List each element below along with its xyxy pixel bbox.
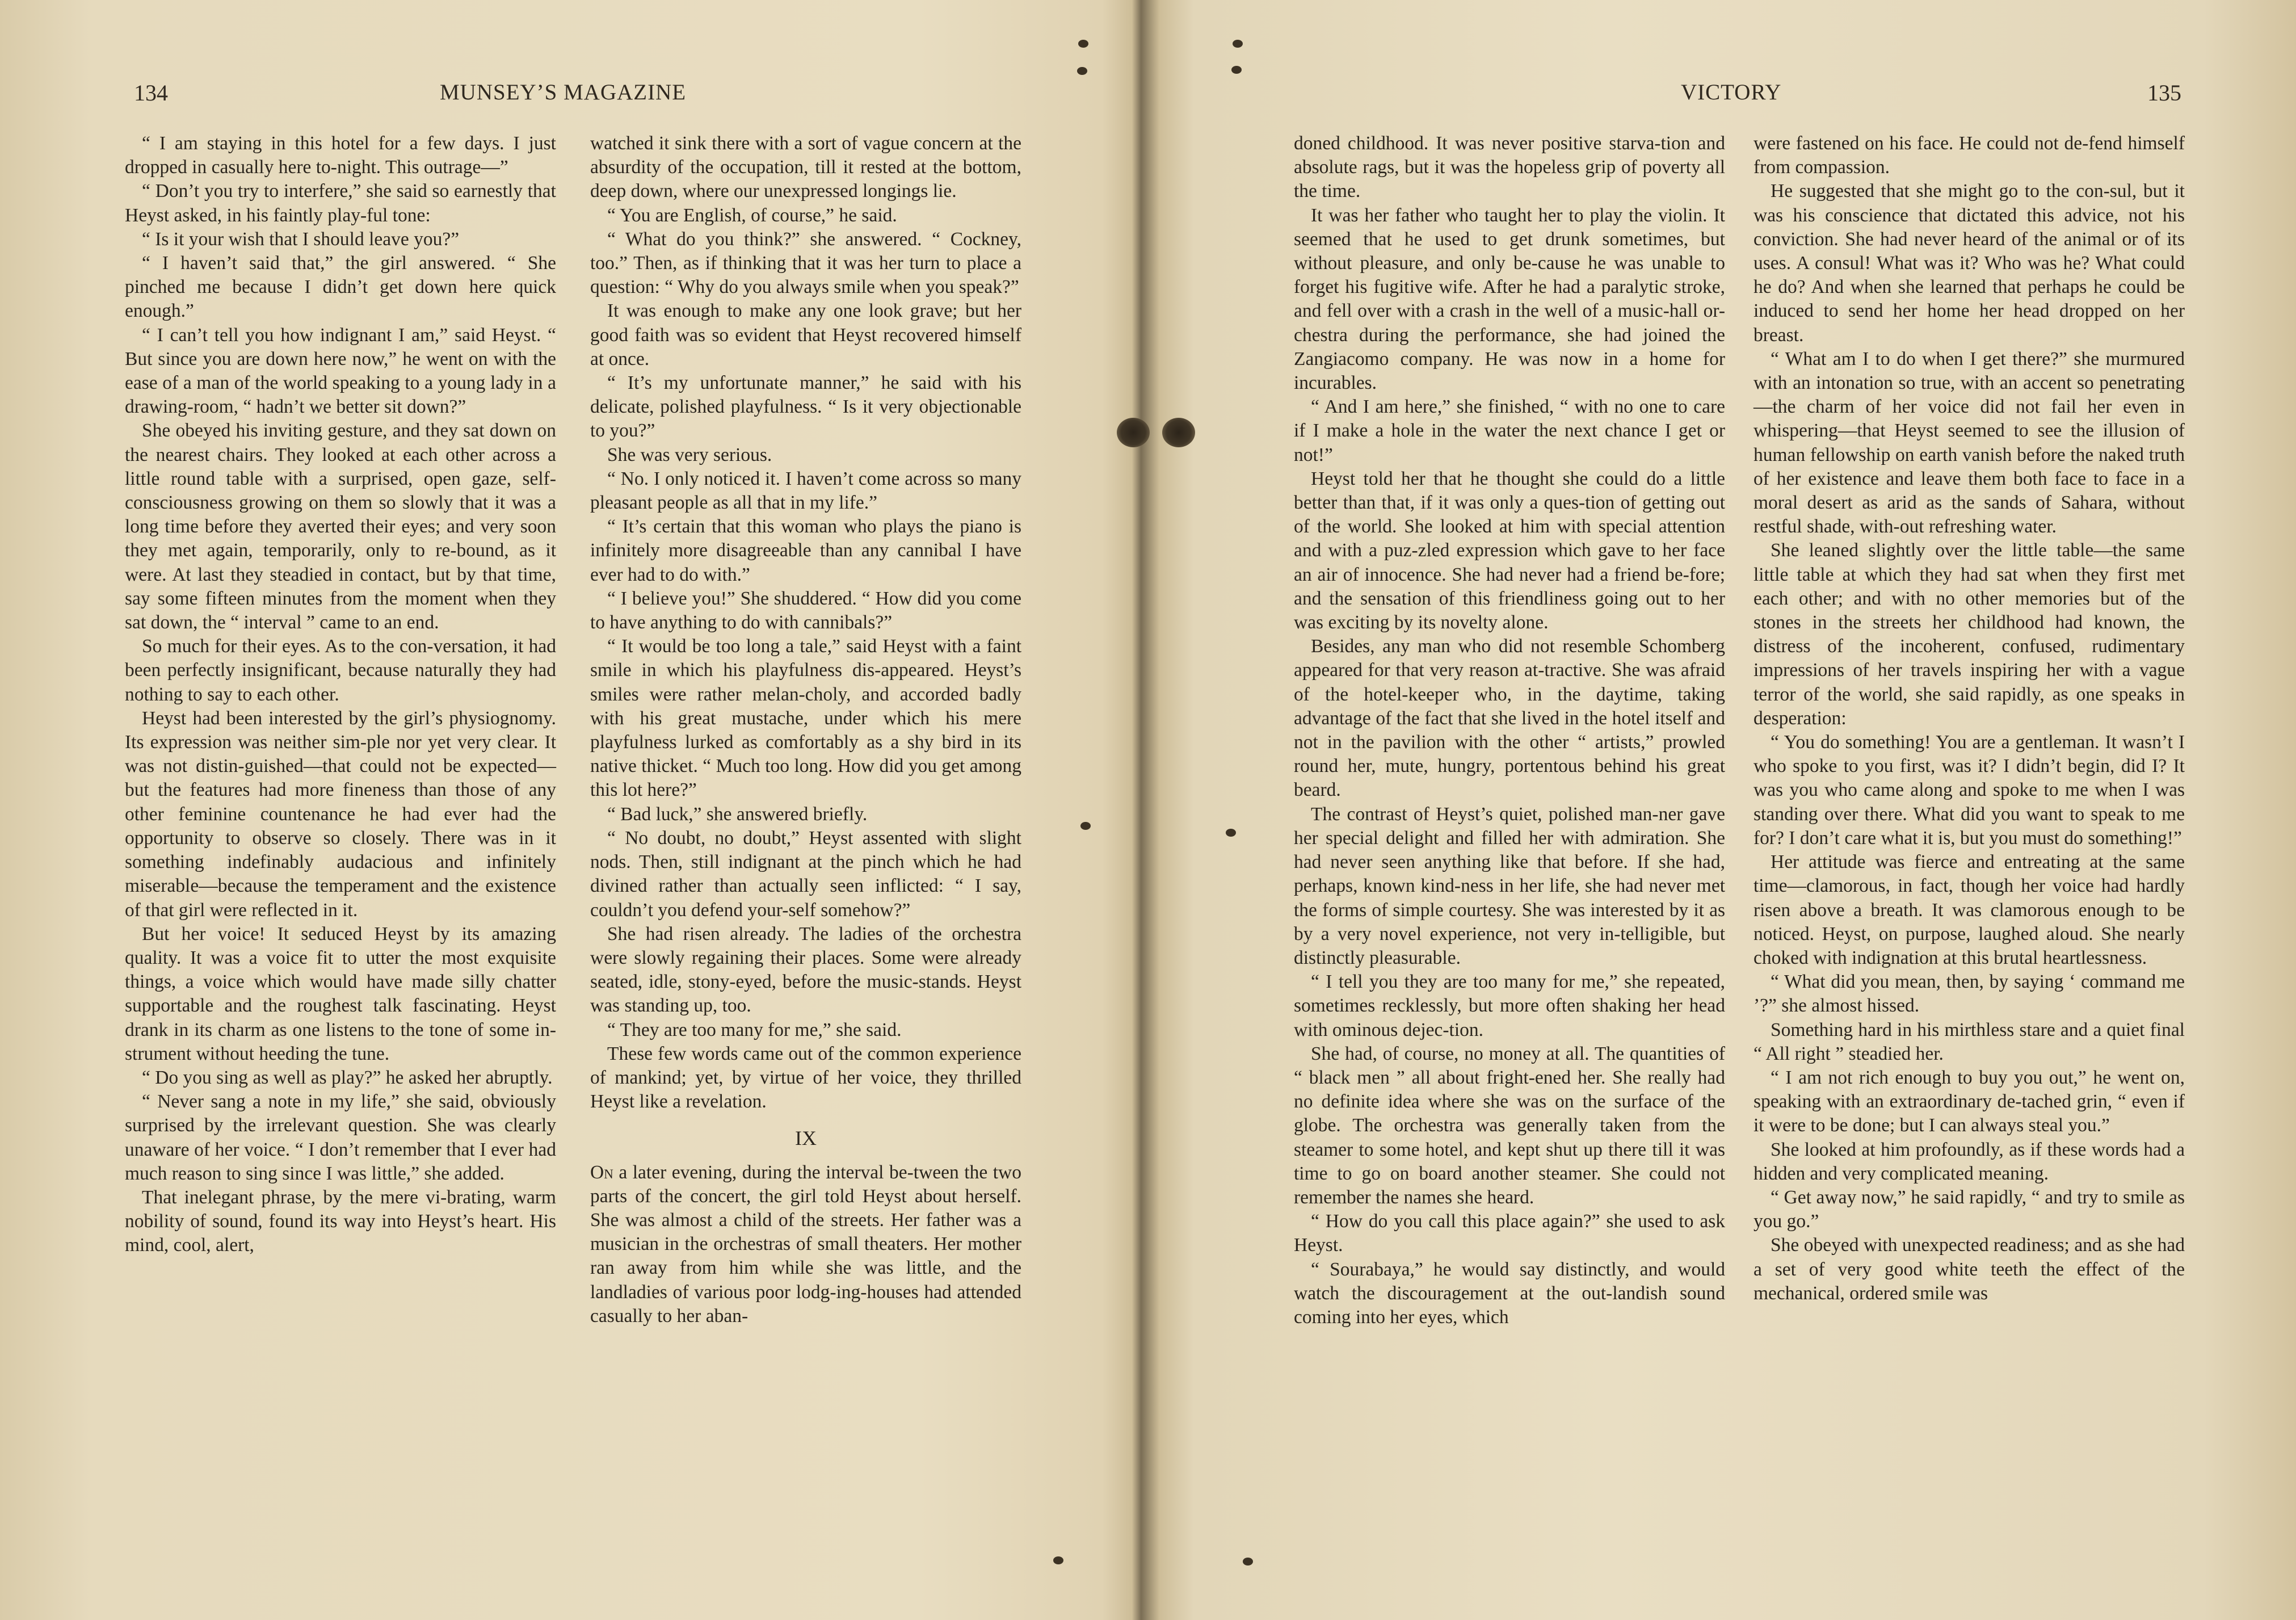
binding-stitch xyxy=(1053,1556,1063,1564)
paragraph: It was enough to make any one look grave; but her good faith was so evident that Heyst recovered himself at once. xyxy=(590,300,1021,370)
paragraph: That inelegant phrase, by the mere vi-brating, warm nobility of sound, found its way into Heyst’s heart. His mind, cool, alert, xyxy=(125,1186,556,1256)
paragraph xyxy=(590,1161,1021,1328)
paragraph: These few words came out of the common experience of mankind; yet, by virtue of her voice, they thrilled Heyst like a revelation. xyxy=(590,1043,1021,1113)
paragraph: “ They are too many for me,” she said. xyxy=(607,1019,902,1040)
paragraph: “ I can’t tell you how indignant I am,” said Heyst. “ But since you are down here now,” he went on with the ease of a man of the world speaking to a young lady in a drawing-room, “ hadn’t we better sit down?” xyxy=(125,324,556,418)
binding-stitch xyxy=(1078,40,1088,48)
paragraph: She obeyed with unexpected readiness; and as she had a set of very good white teeth the effect of the mechanical, ordered smile was xyxy=(1753,1235,2185,1304)
paragraph: The contrast of Heyst’s quiet, polished man-ner gave her special delight and filled her with admiration. She had never seen anything like that before. If she had, perhaps, known kind-ness in her life, she had never met the forms of simple courtesy. She was interested by it as by a very novel experience, not very in-telligible, but distinctly pleasurable. xyxy=(1294,803,1725,968)
paragraph: “ How do you call this place again?” she used to ask Heyst. xyxy=(1294,1211,1725,1256)
binding-hole-right xyxy=(1162,418,1195,447)
paragraph: “ Never sang a note in my life,” she said, obviously surprised by the irrelevant question. She was clearly unaware of her voice. “ I don’t remember that I ever had much reason to sing since I was little,” she added. xyxy=(125,1091,556,1184)
paragraph: watched it sink there with a sort of vague concern at the absurdity of the occupation, till it rested at the bottom, deep down, where our unexpressed longings lie. xyxy=(590,133,1021,202)
paragraph: “ Is it your wish that I should leave you?” xyxy=(142,228,460,250)
paragraph: “ Bad luck,” she answered briefly. xyxy=(607,803,868,825)
right-page-column-2 xyxy=(1753,132,2185,1306)
right-page xyxy=(1158,0,2296,1620)
paragraph: “ And I am here,” she finished, “ with no one to care if I make a hole in the water the next chance I get or not!” xyxy=(1294,396,1725,465)
binding-stitch xyxy=(1231,66,1242,74)
paragraph: “ Do you sing as well as play?” he asked her abruptly. xyxy=(142,1067,553,1088)
paragraph: “ You do something! You are a gentleman. It wasn’t I who spoke to you first, was it? I didn’t begin, did I? It was you who came along and spoke to me when I was standing over there. What did you want to speak to me for? I don’t care what it is, but you must do something!” xyxy=(1753,732,2185,849)
paragraph: “ It would be too long a tale,” said Heyst with a faint smile in which his playfulness dis-appeared. Heyst’s smiles were rather melan-choly, and accorded badly with his great mustache, under which his mere playfulness lurked as comfortably as a shy bird in its native thicket. “ Much too long. How did you get among this lot here?” xyxy=(590,636,1021,801)
paragraph: She was very serious. xyxy=(607,444,772,465)
paragraph: “ I believe you!” She shuddered. “ How did you come to have anything to do with cannibals?” xyxy=(590,587,1021,633)
paragraph: He suggested that she might go to the con-sul, but it was his conscience that dictated this advice, not his conviction. She had never heard of the animal or of its uses. A consul! What was it? Who was he? What could he do? And when she learned that perhaps he could be induced to send her home her head dropped on her breast. xyxy=(1753,181,2185,346)
right-page-number: 135 xyxy=(2147,80,2181,106)
paragraph: It was her father who taught her to play the violin. It seemed that he used to get drunk sometimes, but without pleasure, and only be-cause he was unable to forget his fugitive wife. After he had a paralytic stroke, and fell over with a crash in the well of a music-hall or-chestra during the performance, she had joined the Zangiacomo company. He was now in a home for incurables. xyxy=(1294,204,1725,394)
binding-stitch xyxy=(1077,67,1087,75)
right-running-head: VICTORY xyxy=(1681,80,1782,104)
paragraph: “ You are English, of course,” he said. xyxy=(607,204,897,226)
binding-stitch xyxy=(1226,829,1236,837)
paragraph: But her voice! It seduced Heyst by its amazing quality. It was a voice fit to utter the most exquisite things, a voice which would have made silly chatter supportable and the roughest talk fascinating. Heyst drank in its charm as one listens to the tone of some in-strument without heeding the tune. xyxy=(125,923,556,1064)
paragraph: “ I haven’t said that,” the girl answered. “ She pinched me because I didn’t get down here quick enough.” xyxy=(125,253,556,322)
paragraph-text: a later evening, during the interval be-tween the two parts of the concert, the girl told Heyst about herself. She was almost a child of the streets. Her father was a musician in the orchestras of small theaters. Her mother ran away from him while she was little, and the landladies of various poor lodg-ing-houses had attended casually to her aban- xyxy=(590,1161,1021,1327)
section-heading: IX xyxy=(795,1127,817,1150)
paragraph: She leaned slightly over the little table—the same little table at which they had sat when they first met each other; and with no other memories but of the stones in the streets her childhood had known, the distress of the incoherent, confused, rudimentary impressions of her travels inspiring her with a vague terror of the world, she said rapidly, as one speaks in desperation: xyxy=(1753,540,2185,729)
right-page-column-1 xyxy=(1294,132,1725,1329)
paragraph: “ Don’t you try to interfere,” she said so earnestly that Heyst asked, in his faintly play-ful tone: xyxy=(125,181,556,226)
binding-stitch xyxy=(1233,40,1243,48)
paragraph: “ What am I to do when I get there?” she murmured with an intonation so true, with an accent so penetrating—the charm of her voice did not fail her even in whispering—that Heyst seemed to see the illusion of human fellowship on earth vanish before the naked truth of her existence and leave them both face to face in a moral desert as arid as the sands of Sahara, without restful shade, with-out refreshing water. xyxy=(1753,348,2185,538)
paragraph: Heyst had been interested by the girl’s physiognomy. Its expression was neither sim-ple nor yet very clear. It was not distin-guished—that could not be expected—but the features had more fineness than those of any other feminine countenance he had ever had the opportunity to observe so closely. There was in it something indefinably audacious and infinitely miserable—because the temperament and the existence of that girl were reflected in it. xyxy=(125,707,556,921)
paragraph: “ I am staying in this hotel for a few days. I just dropped in casually here to-night. This outrage—” xyxy=(125,133,556,178)
paragraph: “ No. I only noticed it. I haven’t come across so many pleasant people as all that in my life.” xyxy=(590,468,1021,514)
paragraph: Besides, any man who did not resemble Schomberg appeared for that very reason at-tractive. She was afraid of the hotel-keeper who, in the daytime, taking advantage of the fact that she lived in the hotel itself and not in the pavilion with the other “ artists,” prowled round her, mute, hungry, portentous behind his great beard. xyxy=(1294,636,1725,801)
paragraph: were fastened on his face. He could not de-fend himself from compassion. xyxy=(1753,133,2185,178)
paragraph: She obeyed his inviting gesture, and they sat down on the nearest chairs. They looked at each other across a little round table with a surprised, open gaze, self-consciousness growing on them so slowly that it was a long time before they averted their eyes; and very soon they met again, temporarily, only to re-bound, as it were. At last they steadied in contact, but by that time, say some fifteen minutes from the moment when they sat down, the “ interval ” came to an end. xyxy=(125,420,556,633)
paragraph: doned childhood. It was never positive starva-tion and absolute rags, but it was the hopeless grip of poverty all the time. xyxy=(1294,133,1725,202)
paragraph: “ What do you think?” she answered. “ Cockney, too.” Then, as if thinking that it was her turn to place a question: “ Why do you always smile when you speak?” xyxy=(590,228,1021,298)
paragraph: “ It’s certain that this woman who plays the piano is infinitely more disagreeable than any cannibal I have ever had to do with.” xyxy=(590,516,1021,585)
paragraph: Heyst told her that he thought she could do a little better than that, if it was only a ques-tion of getting out of the world. She looked at him with special attention and with a puz-zled expression which gave to her face an air of innocence. She had never had a friend be-fore; and the sensation of this friendliness going out to her was exciting by its novelty alone. xyxy=(1294,468,1725,633)
paragraph: She had, of course, no money at all. The quantities of “ black men ” all about fright-ened her. She really had no definite idea where she was on the surface of the globe. The orchestra was generally taken from the steamer to some hotel, and kept shut up there till it was time to go on board another steamer. She could not remember the names she heard. xyxy=(1294,1043,1725,1208)
binding-stitch xyxy=(1243,1558,1253,1566)
paragraph: “ It’s my unfortunate manner,” he said with his delicate, polished playfulness. “ Is it very objectionable to you?” xyxy=(590,372,1021,442)
left-page-column-1 xyxy=(125,132,556,1258)
left-running-head: MUNSEY’S MAGAZINE xyxy=(440,80,687,104)
paragraph: “ What did you mean, then, by saying ‘ command me ’?” she almost hissed. xyxy=(1753,971,2185,1017)
left-page-column-2 xyxy=(590,132,1021,1328)
binding-hole-left xyxy=(1117,418,1150,447)
paragraph: So much for their eyes. As to the con-versation, it had been perfectly insignificant, because naturally they had nothing to say to each other. xyxy=(125,636,556,705)
paragraph: “ Sourabaya,” he would say distinctly, and would watch the discouragement at the out-landish sound coming into her eyes, which xyxy=(1294,1258,1725,1328)
paragraph: She looked at him profoundly, as if these words had a hidden and very complicated meaning. xyxy=(1753,1139,2185,1184)
binding-stitch xyxy=(1080,822,1091,830)
drop-lead-word: On xyxy=(590,1161,613,1183)
paragraph: “ I am not rich enough to buy you out,” he went on, speaking with an extraordinary de-tached grin, “ even if it were to be done; but I can always steal you.” xyxy=(1753,1067,2185,1136)
paragraph: She had risen already. The ladies of the orchestra were slowly regaining their places. Some were already seated, idle, stony-eyed, before the music-stands. Heyst was standing up, too. xyxy=(590,923,1021,1017)
paragraph: Something hard in his mirthless stare and a quiet final “ All right ” steadied her. xyxy=(1753,1019,2185,1064)
paragraph: “ I tell you they are too many for me,” she repeated, sometimes recklessly, but more often shaking her head with ominous dejec-tion. xyxy=(1294,971,1725,1040)
left-page-number: 134 xyxy=(134,80,168,106)
paragraph: “ Get away now,” he said rapidly, “ and try to smile as you go.” xyxy=(1753,1186,2185,1232)
paragraph: Her attitude was fierce and entreating at the same time—clamorous, in fact, though her voice had hardly risen above a breath. It was clamorous enough to be noticed. Heyst, on purpose, laughed aloud. She nearly choked with indignation at this brutal heartlessness. xyxy=(1753,851,2185,968)
paragraph: “ No doubt, no doubt,” Heyst assented with slight nods. Then, still indignant at the pinch which he had divined rather than actually seen inflicted: “ I say, couldn’t you defend your-self somehow?” xyxy=(590,827,1021,921)
